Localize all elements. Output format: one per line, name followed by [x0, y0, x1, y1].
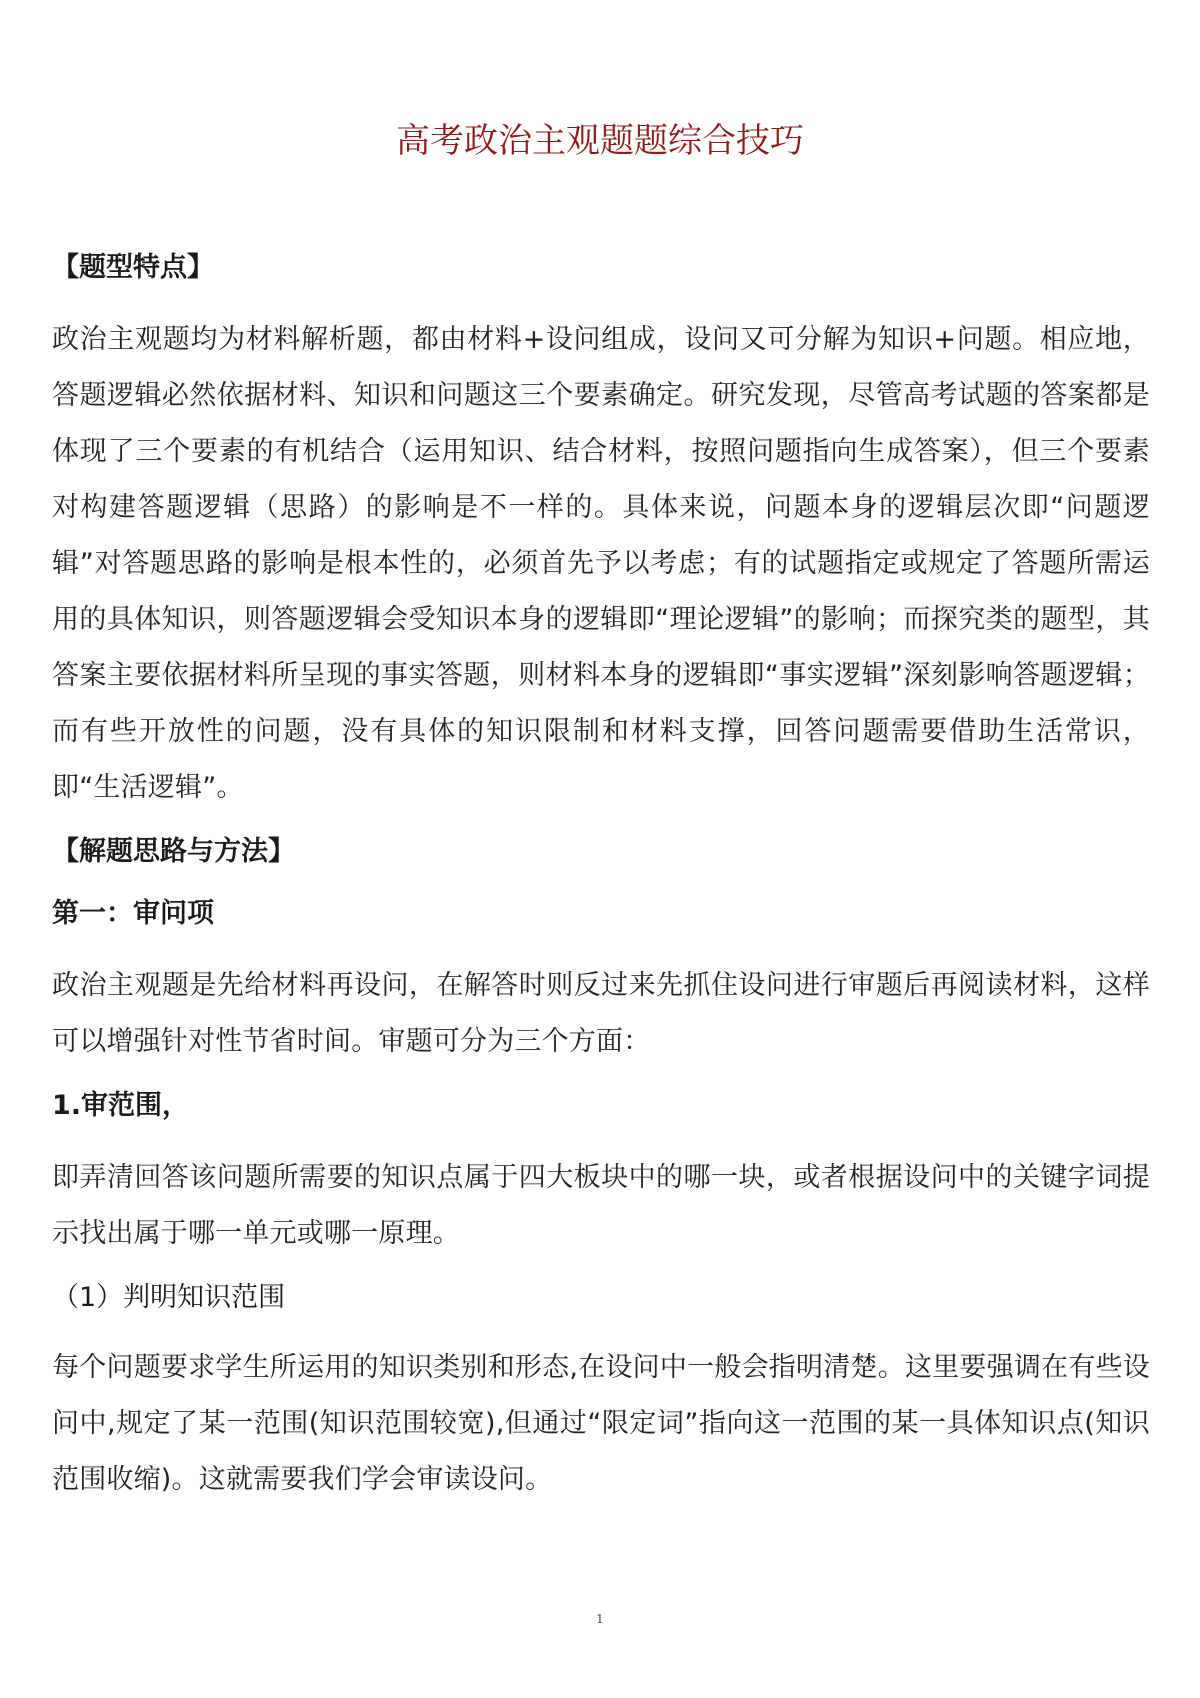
subheading-review-question: 第一：审问项: [52, 898, 214, 929]
section-heading-question-features: 【题型特点】: [52, 252, 214, 283]
paragraph-question-features: 政治主观题均为材料解析题，都由材料+设问组成，设问又可分解为知识+问题。相应地，答题逻辑必然依据材料、知识和问题这三个要素确定。研究发现，尽管高考试题的答案都是体现了三个要素的有机结合（运用知识、结合材料，按照问题指向生成答案），但三个要素对构建答题逻辑（思路）的影响是不一样的。具体来说，问题本身的逻辑层次即“问题逻辑”对答题思路的影响是根本性的，必须首先予以考虑；有的试题指定或规定了答题所需运用的具体知识，则答题逻辑会受知识本身的逻辑即“理论逻辑”的影响；而探究类的题型，其答案主要依据材料所呈现的事实答题，则材料本身的逻辑即“事实逻辑”深刻影响答题逻辑；而有些开放性的问题，没有具体的知识限制和材料支撑，回答问题需要借助生活常识，即“生活逻辑”。: [52, 324, 1150, 803]
subheading-knowledge-scope: （1）判明知识范围: [52, 1282, 286, 1313]
page-number: 1: [596, 1612, 604, 1626]
document-body: [52, 250, 1150, 1518]
section-heading-approach-methods: 【解题思路与方法】: [52, 836, 295, 867]
paragraph-review-scope: 即弄清回答该问题所需要的知识点属于四大板块中的哪一块，或者根据设问中的关键字词提示找出属于哪一单元或哪一原理。: [52, 1162, 1150, 1249]
document-title: 高考政治主观题题综合技巧: [396, 121, 804, 161]
paragraph-review-question: 政治主观题是先给材料再设问，在解答时则反过来先抓住设问进行审题后再阅读材料，这样可以增强针对性节省时间。审题可分为三个方面：: [52, 970, 1150, 1057]
paragraph-knowledge-scope: 每个问题要求学生所运用的知识类别和形态,在设问中一般会指明清楚。这里要强调在有些设问中,规定了某一范围(知识范围较宽),但通过“限定词”指向这一范围的某一具体知识点(知识范围收缩)。这就需要我们学会审读设问。: [52, 1352, 1150, 1495]
subheading-review-scope: 1.审范围，: [52, 1090, 190, 1121]
